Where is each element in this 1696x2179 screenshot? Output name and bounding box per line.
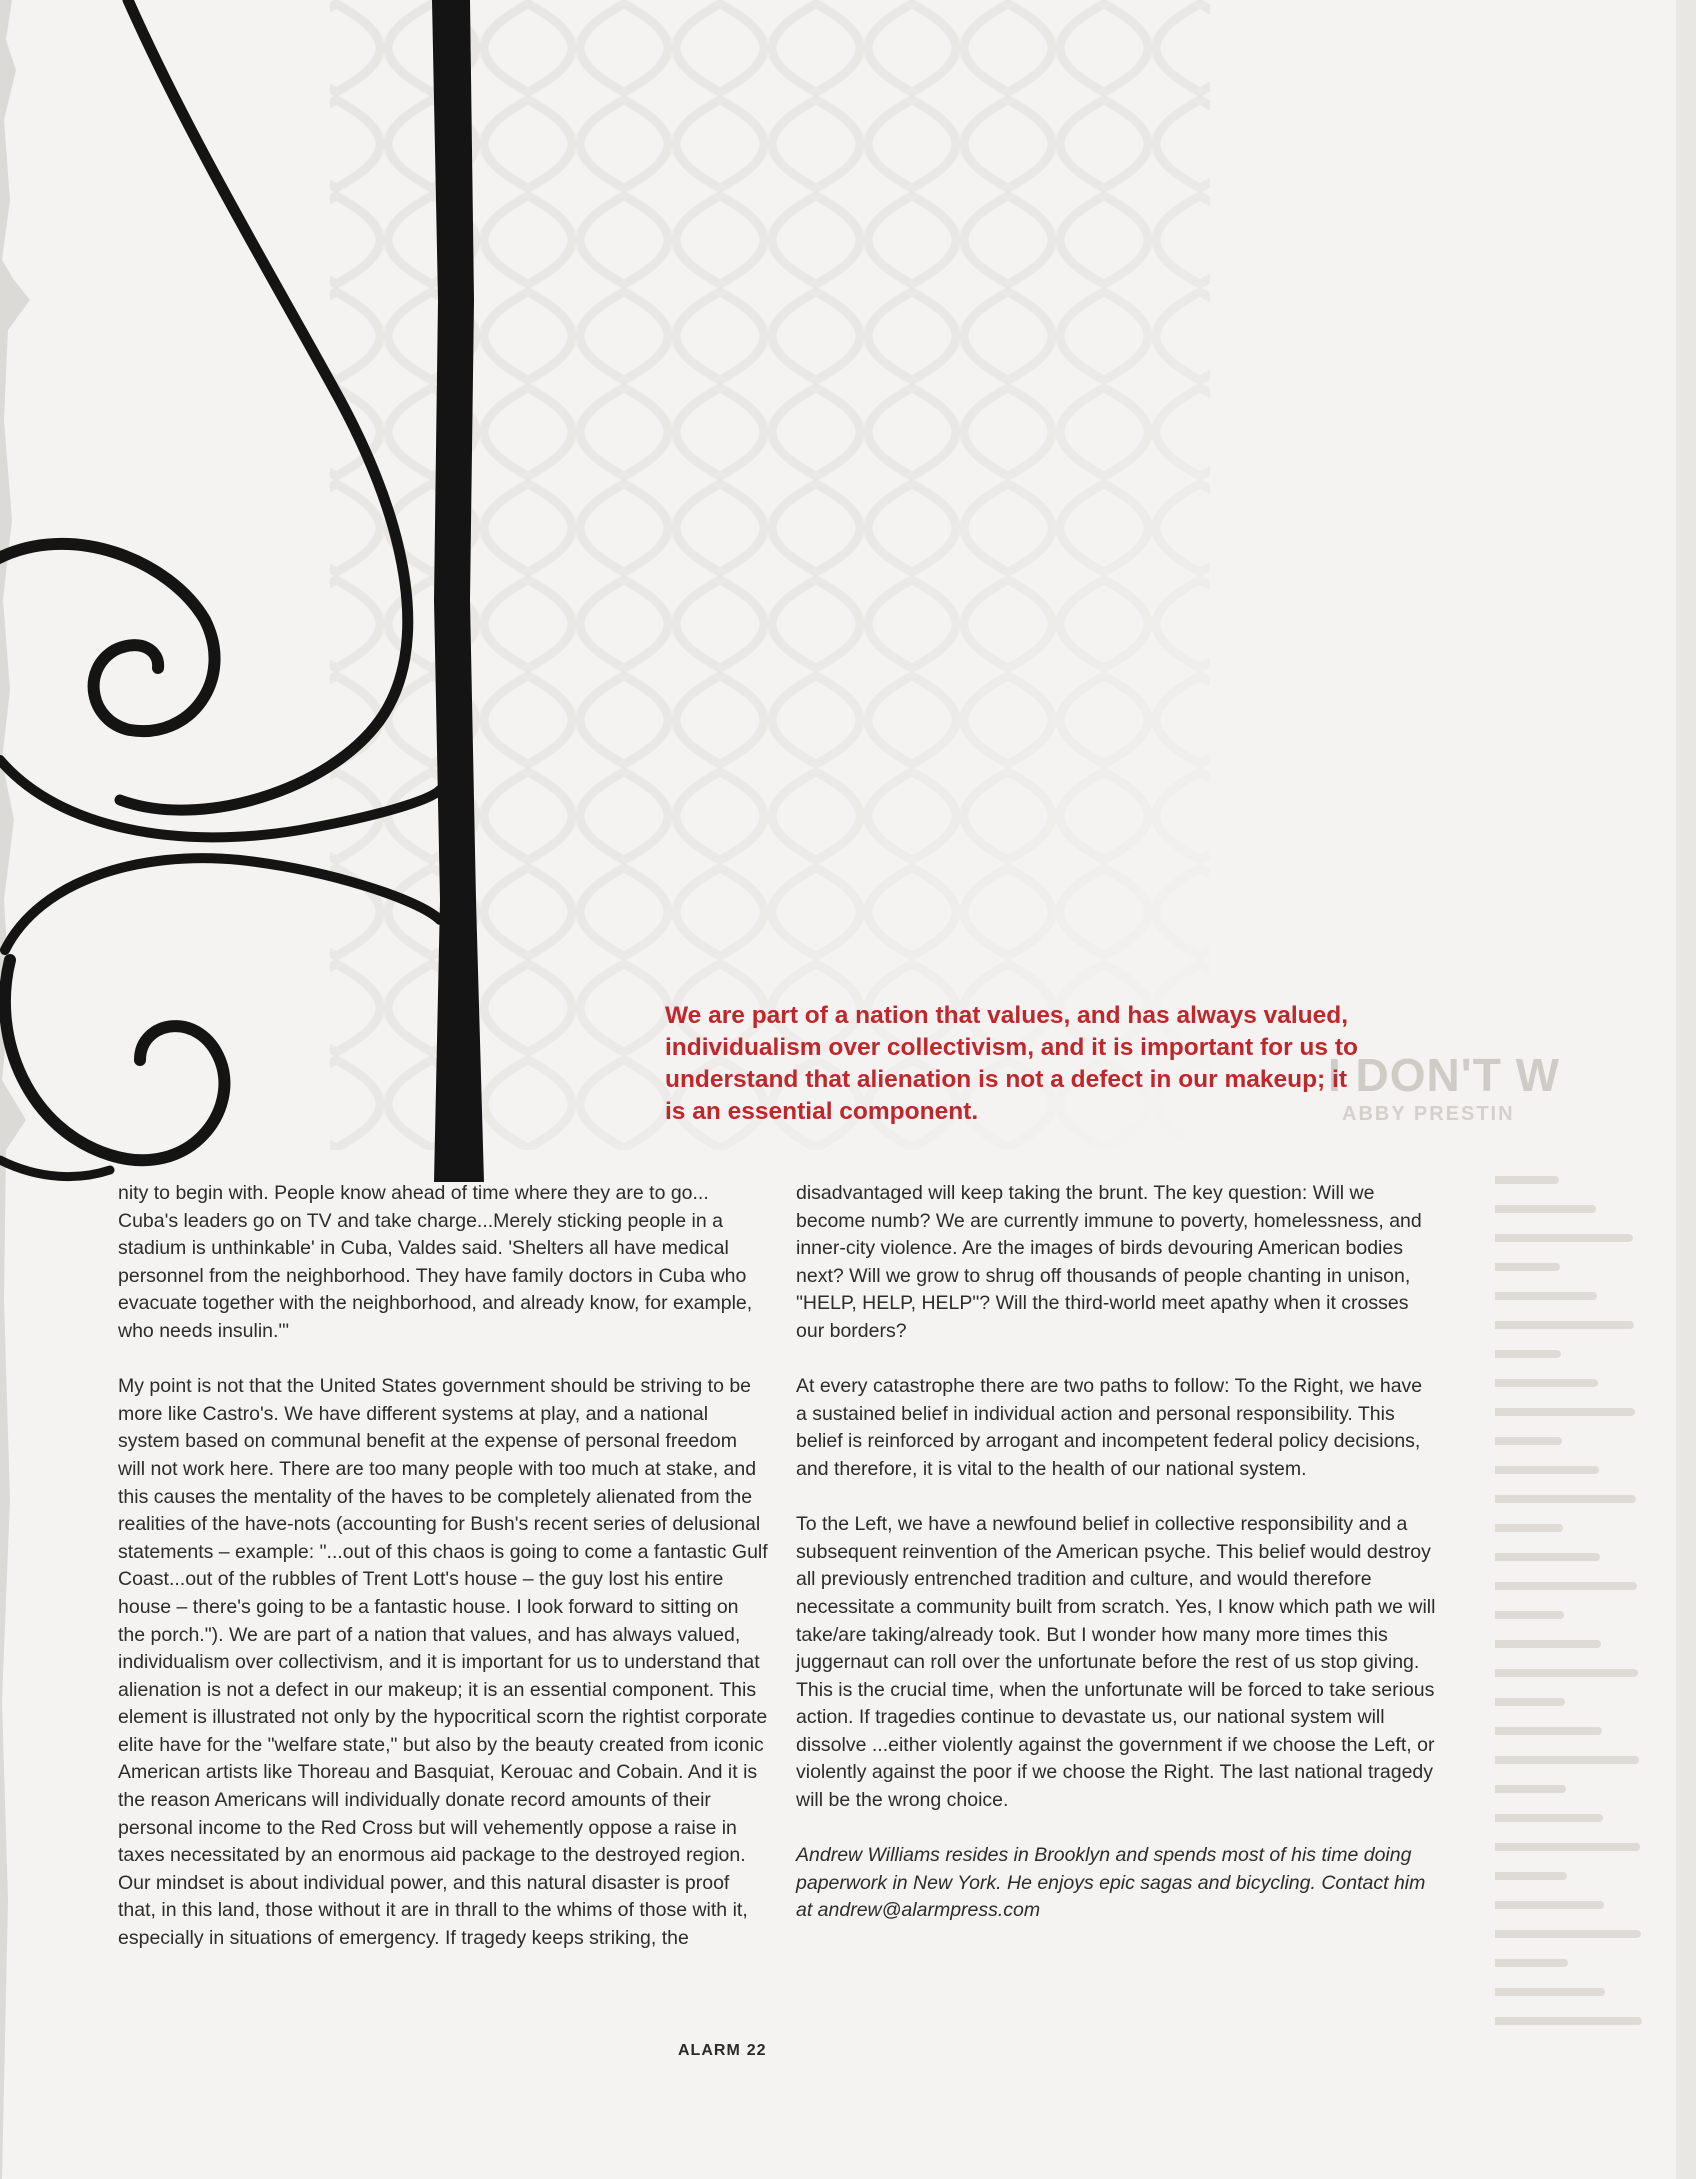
ghost-article-title: I DON'T W — [1328, 1049, 1561, 1101]
article-paragraph: To the Left, we have a newfound belief in collective responsibility and a subsequent reinvention of the American psyche. This belief would destroy all previously entrenched tradition and culture, and would therefore necessitate a community built from scratch. Yes, I know which path we will take/are taking/already took. But I wonder how many more times this juggernaut can roll over the unfortunate before the rest of us stop giving. This is the crucial time, when the unfortunate will be forced to take serious action. If tragedies continue to devastate us, our national system will dissolve ...either violently against the government if we choose the Left, or violently against the poor if we choose the Right. The last national tragedy will be the wrong choice. — [796, 1513, 1436, 1812]
article-paragraph: disadvantaged will keep taking the brunt. The key question: Will we become numb? We are currently immune to poverty, homelessness, and inner-city violence. Are the images of birds devouring American bodies next? Will we grow to shrug off thousands of people chanting in unison, "HELP, HELP, HELP"? Will the third-world meet apathy when it crosses our borders? — [796, 1182, 1422, 1342]
ghost-article-text-bleed — [1495, 1170, 1675, 2050]
article-left-column — [118, 1180, 768, 1980]
article-paragraph: At every catastrophe there are two paths to follow: To the Right, we have a sustained belief in individual action and personal responsibility. This belief is reinforced by arrogant and incompetent federal policy decisions, and therefore, it is vital to the health of our national system. — [796, 1375, 1423, 1480]
author-bio: Andrew Williams resides in Brooklyn and spends most of his time doing paperwork in New York. He enjoys epic sagas and bicycling. Contact him at andrew@alarmpress.com — [796, 1844, 1426, 1922]
page-folio — [678, 2042, 773, 2060]
magazine-name: ALARM — [678, 2042, 741, 2059]
ghost-article-byline: ABBY PRESTIN — [1342, 1103, 1515, 1125]
wrought-iron-gate-illustration — [0, 0, 500, 1190]
page-number: 22 — [746, 2042, 767, 2059]
article-right-column — [796, 1180, 1436, 1953]
article-paragraph: My point is not that the United States government should be striving to be more like Castro's. We have different systems at play, and a national system based on communal benefit at the expense of personal freedom will not work here. There are too many people with too much at stake, and this causes the mentality of the haves to be completely alienated from the realities of the have-nots (accounting for Bush's recent series of delusional statements – example: "...out of this chaos is going to come a fantastic Gulf Coast...out of the rubbles of Trent Lott's house – the guy lost his entire house – there's going to be a fantastic house. I look forward to sitting on the porch."). We are part of a nation that values, and has always valued, individualism over collectivism, and it is important for us to understand that alienation is not a defect in our makeup; it is an essential component. This element is illustrated not only by the hypocritical scorn the rightist corporate elite have for the "welfare state," but also by the beauty created from iconic American artists like Thoreau and Basquiat, Kerouac and Cobain. And it is the reason Americans will individually donate record amounts of their personal income to the Red Cross but will vehemently oppose a raise in taxes necessitated by an enormous aid package to the destroyed region. Our mindset is about individual power, and this natural disaster is proof that, in this land, those without it are in thrall to the whims of those with it, especially in situations of emergency. If tragedy keeps striking, the — [118, 1375, 768, 1950]
article-paragraph: nity to begin with. People know ahead of time where they are to go... Cuba's leaders go on TV and take charge...Merely sticking people in a stadium is unthinkable' in Cuba, Valdes said. 'Shelters all have medical personnel from the neighborhood. They have family doctors in Cuba who evacuate together with the neighborhood, and already know, for example, who needs insulin.'" — [118, 1182, 753, 1342]
pull-quote: We are part of a nation that values, and has always valued, individualism over collectivism, and it is important for us to understand that alienation is not a defect in our makeup; it is an essential component. — [665, 1002, 1358, 1125]
